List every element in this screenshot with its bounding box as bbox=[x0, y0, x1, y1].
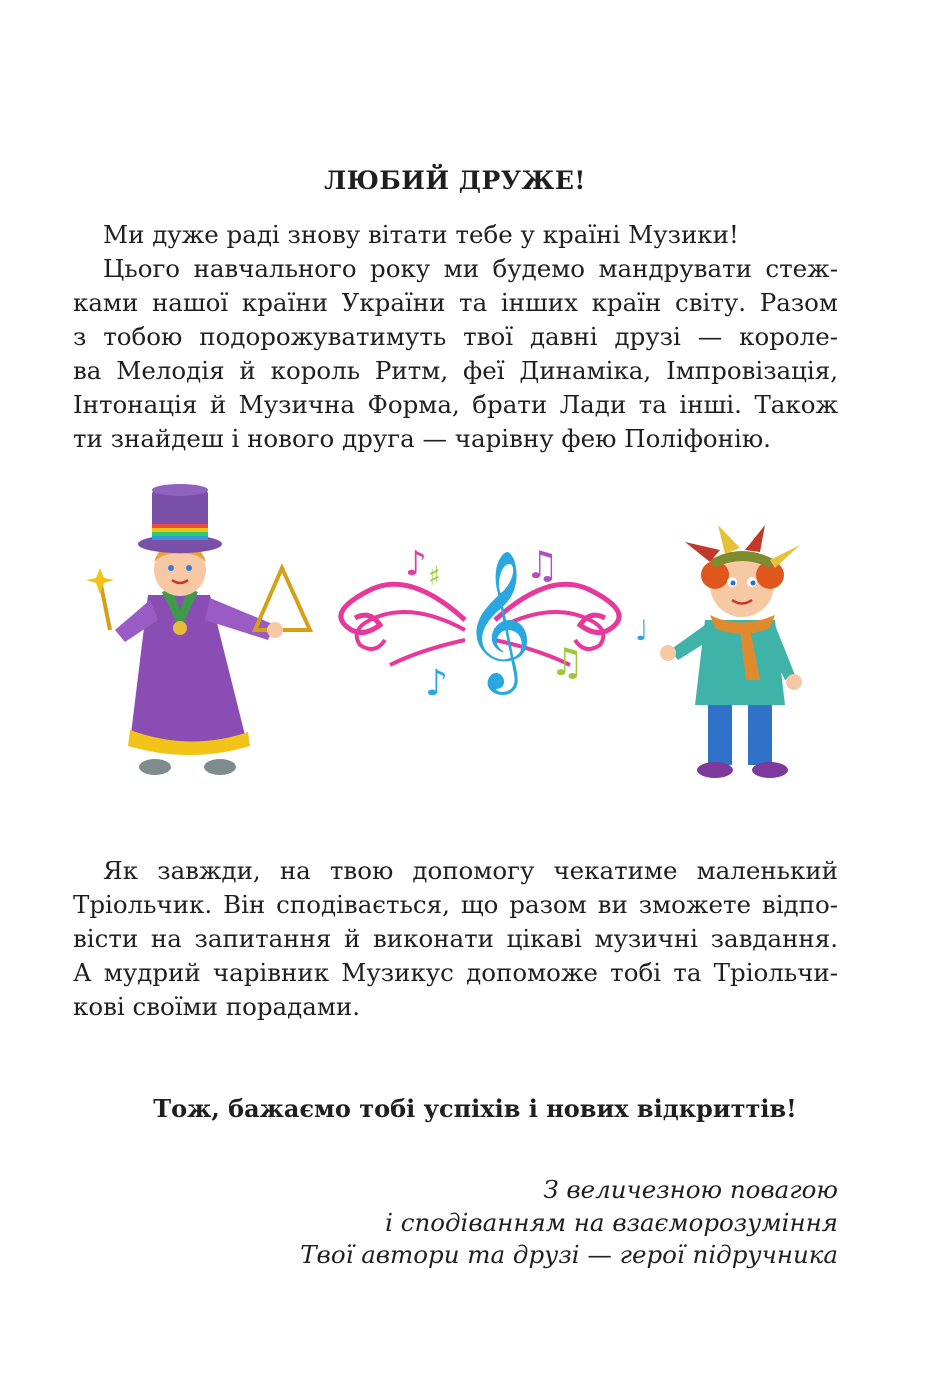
text-line: ками нашої країни України та інших країн світу. Разом bbox=[73, 288, 838, 317]
music-note-icon: ♫ bbox=[550, 640, 585, 684]
signature-block bbox=[218, 1174, 838, 1272]
signature-line: Твої автори та друзі — герої підручника bbox=[300, 1240, 838, 1269]
text-line: вісти на запитання й виконати цікаві музичні завдання. bbox=[73, 924, 838, 953]
illustration bbox=[70, 480, 840, 790]
text-line: Інтонація й Музична Форма, брати Лади та інші. Також bbox=[73, 390, 838, 419]
text-line: Як завжди, на твою допомогу чекатиме маленький bbox=[103, 856, 838, 885]
treble-clef-icon: 𝄞 bbox=[462, 550, 533, 689]
sharp-icon: ♯ bbox=[428, 562, 441, 592]
wizard-character bbox=[86, 484, 310, 775]
music-note-icon: ♩ bbox=[635, 614, 649, 647]
text-line: з тобою подорожуватимуть твої давні друзі — короле- bbox=[73, 322, 838, 351]
sparkle-icon bbox=[86, 568, 114, 594]
text-line: А мудрий чарівник Музикус допоможе тобі та Тріольчи- bbox=[73, 958, 838, 987]
intro-paragraph bbox=[73, 218, 838, 456]
closing-wish: Тож, бажаємо тобі успіхів і нових відкриттів! bbox=[153, 1094, 797, 1123]
signature-line: і сподіванням на взаєморозуміння bbox=[385, 1207, 838, 1237]
text-line: Тріольчик. Він сподівається, що разом ви зможете відпо- bbox=[73, 890, 838, 919]
body-paragraph bbox=[73, 854, 838, 1024]
text-line: ва Мелодія й король Ритм, феї Динаміка, Імпровізація, bbox=[73, 356, 838, 385]
music-note-icon: ♫ bbox=[525, 543, 560, 587]
letter-heading: ЛЮБИЙ ДРУЖЕ! bbox=[324, 166, 586, 195]
music-note-icon: ♪ bbox=[425, 663, 448, 704]
signature-line: З величезною повагою bbox=[543, 1175, 838, 1204]
text-line: ти знайдеш і нового друга — чарівну фею Поліфонію. bbox=[73, 424, 771, 453]
text-line: кові своїми порадами. bbox=[73, 992, 360, 1021]
jester-character bbox=[660, 525, 802, 778]
text-line: Ми дуже раді знову вітати тебе у країні Музики! bbox=[103, 220, 739, 249]
music-note-icon: ♪ bbox=[405, 544, 427, 584]
text-line: Цього навчального року ми будемо мандрувати стеж- bbox=[103, 254, 838, 283]
